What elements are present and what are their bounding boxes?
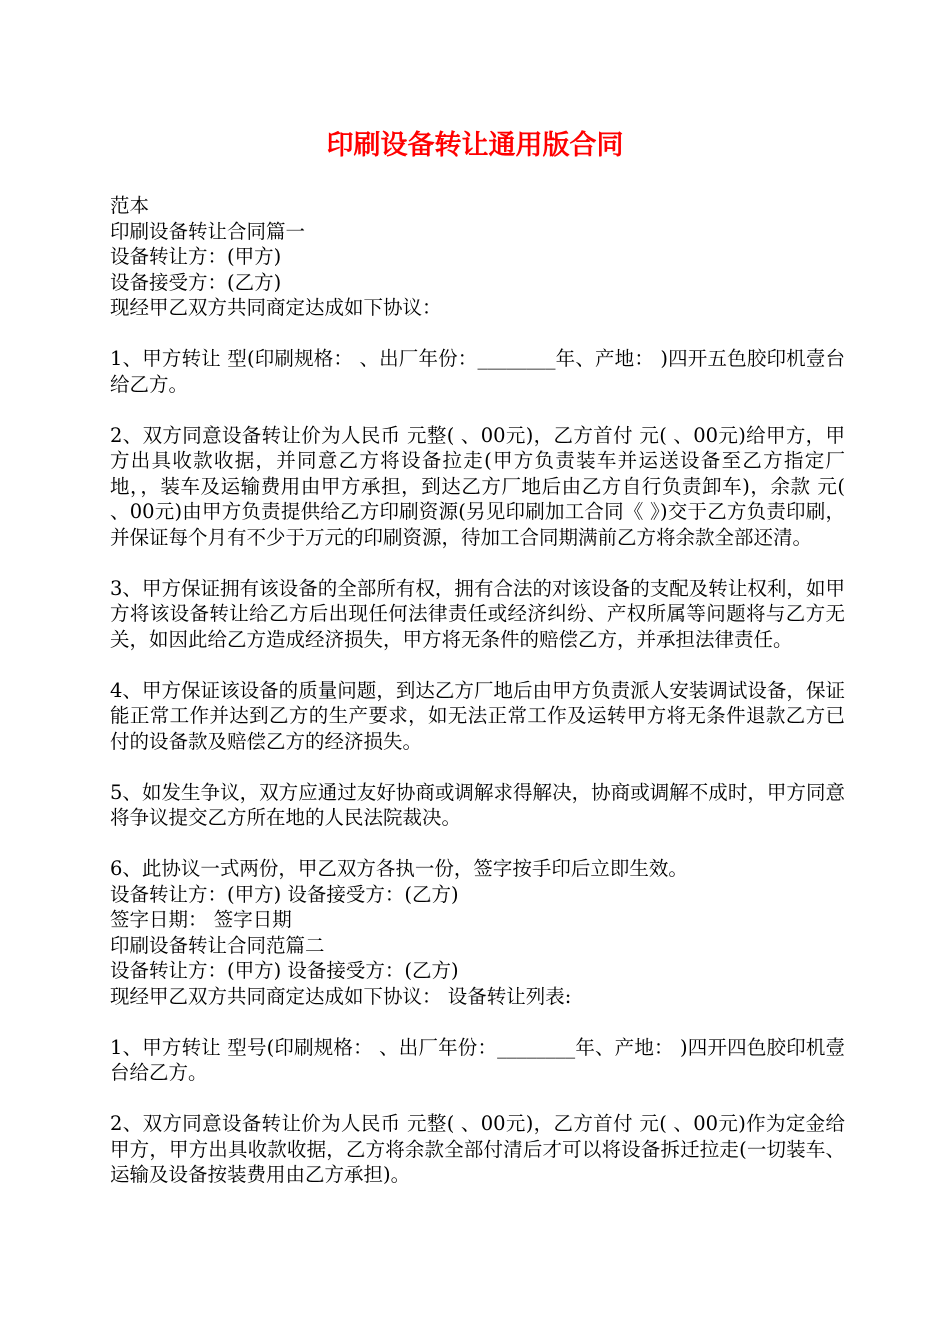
paragraph-gap <box>110 754 845 780</box>
paragraph-gap <box>110 321 845 347</box>
signature-parties-line: 设备转让方：(甲方) 设备接受方：(乙方) <box>110 882 459 906</box>
clause-1: 1、甲方转让 型(印刷规格： 、出厂年份：________年、产地： )四开五色胶印机壹台给乙方。 <box>110 347 845 396</box>
clause-3: 3、甲方保证拥有该设备的全部所有权，拥有合法的对该设备的支配及转让权利，如甲方将该设备转让给乙方后出现任何法律责任或经济纠纷、产权所属等问题将与乙方无关，如因此给乙方造成经济损失，甲方将无条件的赔偿乙方，并承担法律责任。 <box>110 576 845 651</box>
paragraph-gap <box>110 1086 845 1112</box>
text-line-transferee: 设备接受方：(乙方) <box>110 270 282 294</box>
clause-5: 5、如发生争议，双方应通过友好协商或调解求得解决，协商或调解不成时，甲方同意将争议提交乙方所在地的人民法院裁决。 <box>110 780 845 829</box>
text-line-template-label: 范本 <box>110 194 150 217</box>
document-body <box>110 193 845 1188</box>
paragraph-gap <box>110 550 845 576</box>
text-line-agreement-intro-two: 现经甲乙双方共同商定达成如下协议： 设备转让列表: <box>110 984 572 1008</box>
clause-2: 2、双方同意设备转让价为人民币 元整( 、00元)，乙方首付 元( 、00元)给甲方，甲方出具收款收据，并同意乙方将设备拉走(甲方负责装车并运送设备至乙方指定厂地，，装车及运输费用由甲方承担，到达乙方厂地后由乙方自行负责卸车)，余款 元( 、00元)由甲方负责提供给乙方印刷资源(另见印刷加工合同《 》)交于乙方负责印刷，并保证每个月有不少于万元的印刷资源，待加工合同期满前乙方将余款全部还清。 <box>110 423 845 549</box>
signature-date-line: 签字日期： 签字日期 <box>110 908 292 931</box>
text-line-parties-two: 设备转让方：(甲方) 设备接受方：(乙方) <box>110 959 459 982</box>
clause-6: 6、此协议一式两份，甲乙双方各执一份，签字按手印后立即生效。 <box>110 857 688 880</box>
text-line-section-two-heading: 印刷设备转让合同范篇二 <box>110 933 325 957</box>
document-title: 印刷设备转让通用版合同 <box>326 130 624 161</box>
text-line-section-one-heading: 印刷设备转让合同篇一 <box>110 219 306 243</box>
paragraph-gap <box>110 397 845 423</box>
part2-clause-2: 2、双方同意设备转让价为人民币 元整( 、00元)，乙方首付 元( 、00元)作为定金给甲方，甲方出具收款收据，乙方将余款全部付清后才可以将设备拆迁拉走(一切装车、运输及设备按装费用由乙方承担)。 <box>110 1112 845 1186</box>
part2-clause-1: 1、甲方转让 型号(印刷规格： 、出厂年份：________年、产地： )四开四色胶印机壹台给乙方。 <box>110 1035 845 1084</box>
paragraph-gap <box>110 831 845 857</box>
paragraph-gap <box>110 1009 845 1035</box>
paragraph-gap <box>110 652 845 678</box>
text-line-agreement-intro: 现经甲乙双方共同商定达成如下协议： <box>110 296 442 319</box>
text-line-transferor: 设备转让方：(甲方) <box>110 245 282 268</box>
clause-4: 4、甲方保证该设备的质量问题，到达乙方厂地后由甲方负责派人安装调试设备，保证能正常工作并达到乙方的生产要求，如无法正常工作及运转甲方将无条件退款乙方已付的设备款及赔偿乙方的经济损失。 <box>110 678 845 753</box>
